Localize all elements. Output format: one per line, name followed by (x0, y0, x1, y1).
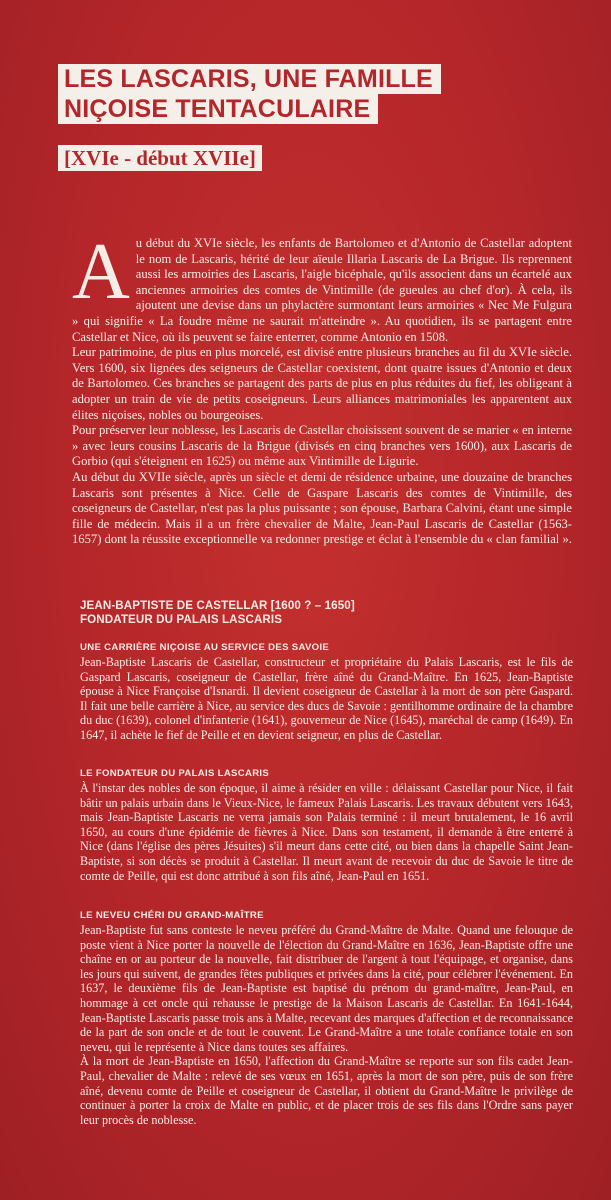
main-heading-line-2: FONDATEUR DU PALAIS LASCARIS (80, 613, 283, 626)
period-subtitle: [XVIe - début XVIIe] (58, 145, 262, 171)
intro-paragraph-3: Pour préserver leur noblesse, les Lascaris de Castellar choisissent souvent de se marier « en interne » avec leurs cousins Lascaris de la Brigue (divisés en cinq branches vers 1600), aux Lascaris de Gorbio (qui s'éteignent en 1625) ou même aux Vintimille de Ligurie. (72, 423, 572, 469)
drop-cap: A (72, 228, 130, 316)
panel-title (58, 64, 441, 124)
section-text-2: À la mort de Jean-Baptiste en 1650, l'affection du Grand-Maître se reporte sur son fils cadet Jean-Paul, chevalier de Malte : relevé de ses vœux en 1651, après la mort de son père, puis de son frère aîné, devenu comte de Peille et coseigneur de Castellar, il obtient du Grand-Maître le privilège de continuer à porter la croix de Malte en public, et de placer trois de ses fils dans l'Ordre sans payer leur procès de noblesse. (80, 1054, 573, 1127)
main-heading (80, 599, 580, 627)
section-heading: LE FONDATEUR DU PALAIS LASCARIS (80, 768, 270, 779)
intro-paragraph-1: u début du XVIe siècle, les enfants de Bartolomeo et d'Antonio de Castellar adoptent le nom de Lascaris, hérité de leur aïeule Illaria Lascaris de La Brigue. Ils reprennent aussi les armoiries des Lascaris, l'aigle bicéphale, qu'ils associent dans un écartelé aux anciennes armoiries des comtes de Vintimille (de gueules au chef d'or). À cela, ils ajoutent une devise dans un phylactère surmontant leurs armoiries « Nec Me Fulgura » qui signifie « La foudre même ne saurait m'atteindre ». Au quotidien, ils se partagent entre Castellar et Nice, où ils peuvent se faire enterrer, comme Antonio en 1508. (72, 236, 572, 344)
section-text: Jean-Baptiste fut sans conteste le neveu préféré du Grand-Maître de Malte. Quand une felouque de poste vient à Nice porter la nouvelle de l'élection du Grand-Maître en 1636, Jean-Baptiste offre une chaîne en or au porteur de la nouvelle, fait distribuer de l'argent à tout l'équipage, et organise, dans les jours qui suivent, de grandes fêtes publiques et privées dans la cité, pour célébrer l'événement. En 1637, le deuxième fils de Jean-Baptiste est baptisé du prénom du grand-maître, Jean-Paul, en hommage à cet oncle qui rehausse le prestige de la Maison Lascaris de Castellar. En 1641-1644, Jean-Baptiste Lascaris passe trois ans à Malte, recevant des marques d'affection et de reconnaissance de la part de son oncle et de tout le couvent. Le Grand-Maître a une totale confiance totale en son neveu, qui le représente à Nice dans toutes ses affaires. (80, 923, 573, 1054)
section-text: Jean-Baptiste Lascaris de Castellar, constructeur et propriétaire du Palais Lascaris, est le fils de Gaspard Lascaris, coseigneur de Castellar, frère aîné du Grand-Maître. En 1625, Jean-Baptiste épouse à Nice Françoise d'Isnardi. Il devient coseigneur de Castellar à la mort de son père Gaspard. Il fait une belle carrière à Nice, au service des ducs de Savoie : gentilhomme ordinaire de la chambre du duc (1639), colonel d'infanterie (1641), gouverneur de Nice (1645), maréchal de camp (1649). En 1647, il achète le fief de Peille et en devient seigneur, en plus de Castellar. (80, 655, 573, 742)
main-heading-line-1: JEAN-BAPTISTE DE CASTELLAR [1600 ? – 1650] (80, 599, 355, 612)
section-heading: UNE CARRIÈRE NIÇOISE AU SERVICE DES SAVOIE (80, 642, 330, 653)
intro-paragraph-4: Au début du XVIIe siècle, après un siècle et demi de résidence urbaine, une douzaine de branches Lascaris sont présentes à Nice. Celle de Gaspare Lascaris des comtes de Vintimille, des coseigneurs de Castellar, n'est pas la plus puissante ; son épouse, Barbara Calvini, étant une simple fille de médecin. Mais il a un frère chevalier de Malte, Jean-Paul Lascaris de Castellar (1563-1657) dont la réussite exceptionnelle va redonner prestige et éclat à l'ensemble du « clan familial ». (72, 469, 572, 547)
section-career (80, 642, 573, 743)
intro-paragraph-2: Leur patrimoine, de plus en plus morcelé, est divisé entre plusieurs branches au fil du XVIe siècle. Vers 1600, six lignées des seigneurs de Castellar coexistent, dont quatre issues d'Antonio et deux de Bartolomeo. Ces branches se partagent des parts de plus en plus réduites du fief, les obligeant à adopter un train de vie de petits coseigneurs. Leurs alliances matrimoniales les apparentent aux élites niçoises, nobles ou bourgeoises. (72, 345, 572, 422)
intro-text (72, 228, 572, 548)
title-line-1: LES LASCARIS, UNE FAMILLE (58, 64, 441, 94)
section-founder (80, 768, 573, 883)
section-nephew (80, 910, 573, 1127)
section-heading: LE NEVEU CHÉRI DU GRAND-MAÎTRE (80, 910, 264, 921)
title-line-2: NIÇOISE TENTACULAIRE (58, 94, 378, 124)
section-text: À l'instar des nobles de son époque, il aime à résider en ville : délaissant Castellar pour Nice, il fait bâtir un palais urbain dans le Vieux-Nice, le fameux Palais Lascaris. Les travaux débutent vers 1643, mais Jean-Baptiste Lascaris ne verra jamais son Palais terminé : il meurt brutalement, le 16 avril 1650, au cours d'une épidémie de fièvres à Nice. Dans son testament, il demande à être enterré à Nice (dans l'église des pères Jésuites) s'il meurt dans cette cité, ou bien dans la chapelle Saint Jean-Baptiste, si son décès se produit à Castellar. Il meurt avant de recevoir du duc de Savoie le titre de comte de Peille, qui est donc attribué à son fils aîné, Jean-Paul en 1651. (80, 781, 573, 883)
